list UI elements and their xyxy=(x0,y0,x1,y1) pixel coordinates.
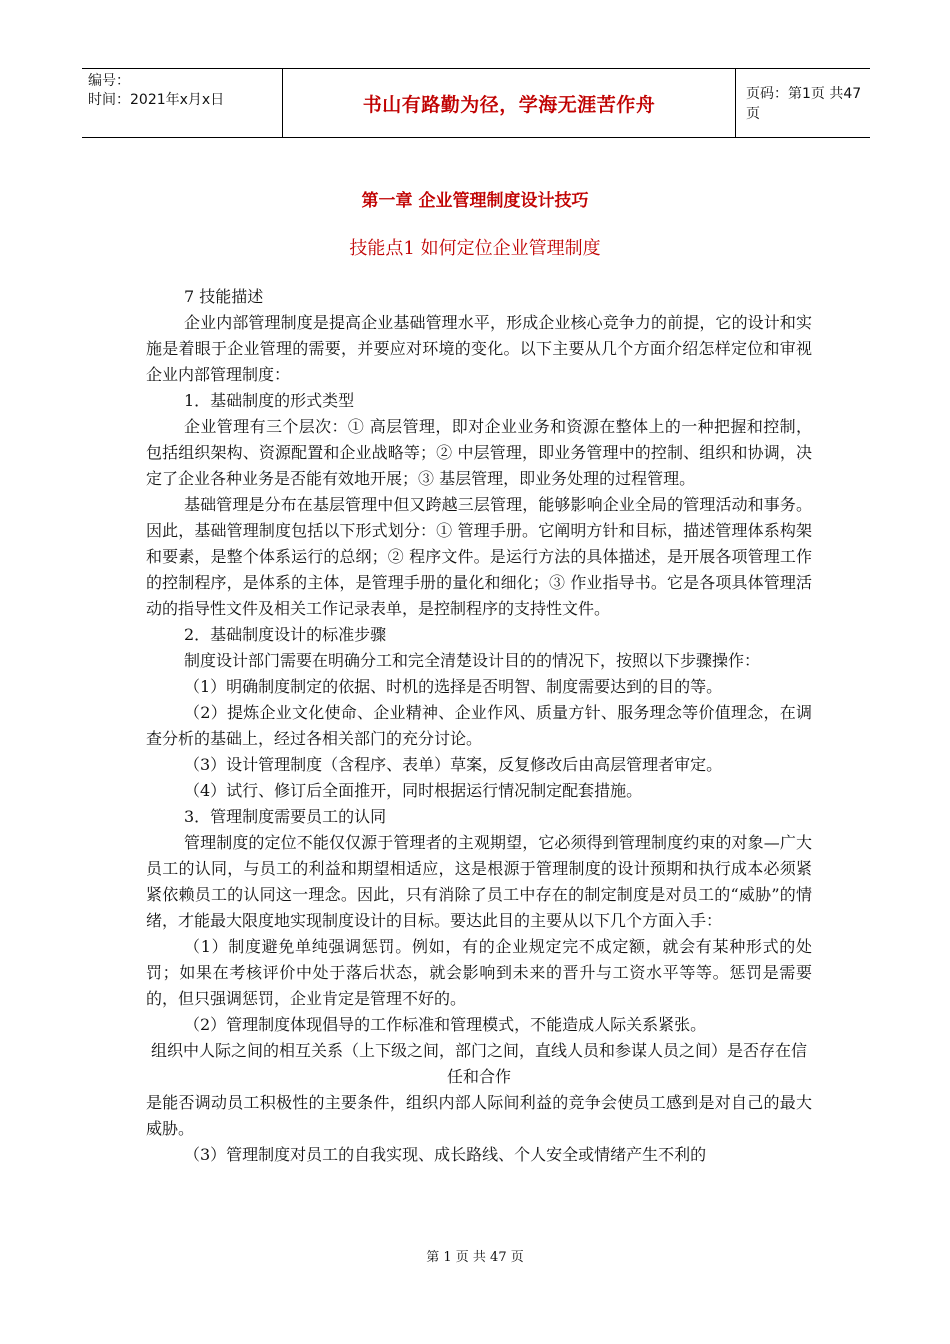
body-paragraph: （1）制度避免单纯强调惩罚。例如，有的企业规定完不成定额，就会有某种形式的处罚；如果在考核评价中处于落后状态，就会影响到未来的晋升与工资水平等等。惩罚是需要的，但只强调惩罚，企业肯定是管理不好的。 xyxy=(146,937,812,1008)
header-left-cell xyxy=(82,69,282,137)
body-paragraph: （4）试行、修订后全面推开，同时根据运行情况制定配套措施。 xyxy=(184,781,643,800)
body-paragraph: 组织中人际之间的相互关系（上下级之间，部门之间，直线人员和参谋人员之间）是否存在信任和合作 xyxy=(150,1041,807,1086)
header-motto-cell xyxy=(282,69,736,137)
body-paragraph: 3．管理制度需要员工的认同 xyxy=(184,807,387,826)
body-paragraph: 7 技能描述 xyxy=(184,287,264,306)
body-paragraph: 2．基础制度设计的标准步骤 xyxy=(184,625,387,644)
body-paragraph: （1）明确制度制定的依据、时机的选择是否明智、制度需要达到的目的等。 xyxy=(184,677,723,696)
body-paragraph: 1．基础制度的形式类型 xyxy=(184,391,355,410)
header-page-info: 页码：第1页 共47页 xyxy=(746,86,862,122)
document-time-label: 时间：2021年x月x日 xyxy=(88,92,225,108)
page-footer: 第 1 页 共 47 页 xyxy=(426,1250,524,1265)
body-paragraph: 制度设计部门需要在明确分工和完全清楚设计目的的情况下，按照以下步骤操作： xyxy=(184,651,761,670)
body-paragraph: （3）管理制度对员工的自我实现、成长路线、个人安全或情绪产生不利的 xyxy=(184,1145,707,1164)
header-table xyxy=(82,68,870,138)
section-title: 技能点1 如何定位企业管理制度 xyxy=(349,238,601,259)
body-paragraph: 管理制度的定位不能仅仅源于管理者的主观期望，它必须得到管理制度约束的对象—广大员工的认同，与员工的利益和期望相适应，这是根源于管理制度的设计预期和执行成本必须紧紧依赖员工的认同这一理念。因此，只有消除了员工中存在的制定制度是对员工的“威胁”的情绪，才能最大限度地实现制度设计的目标。要达此目的主要从以下几个方面入手： xyxy=(146,833,812,930)
body-paragraph: 企业内部管理制度是提高企业基础管理水平，形成企业核心竞争力的前提，它的设计和实施是着眼于企业管理的需要，并要应对环境的变化。以下主要从几个方面介绍怎样定位和审视企业内部管理制度： xyxy=(146,313,812,384)
body-paragraph: （3）设计管理制度（含程序、表单）草案，反复修改后由高层管理者审定。 xyxy=(184,755,723,774)
header-page-cell xyxy=(736,69,870,137)
body-paragraph: 是能否调动员工积极性的主要条件，组织内部人际间利益的竞争会使员工感到是对自己的最大威胁。 xyxy=(146,1093,812,1138)
body-paragraph: 企业管理有三个层次：① 高层管理，即对企业业务和资源在整体上的一种把握和控制，包括组织架构、资源配置和企业战略等；② 中层管理，即业务管理中的控制、组织和协调，决定了企业各种业务是否能有效地开展；③ 基层管理，即业务处理的过程管理。 xyxy=(146,417,812,488)
body-paragraph: （2）管理制度体现倡导的工作标准和管理模式，不能造成人际关系紧张。 xyxy=(184,1015,707,1034)
document-body xyxy=(146,284,812,1168)
chapter-title: 第一章 企业管理制度设计技巧 xyxy=(361,191,589,211)
body-paragraph: （2）提炼企业文化使命、企业精神、企业作风、质量方针、服务理念等价值理念，在调查分析的基础上，经过各相关部门的充分讨论。 xyxy=(146,703,812,748)
header-motto: 书山有路勤为径，学海无涯苦作舟 xyxy=(362,93,656,116)
body-paragraph: 基础管理是分布在基层管理中但又跨越三层管理，能够影响企业全局的管理活动和事务。因此，基础管理制度包括以下形式划分：① 管理手册。它阐明方针和目标，描述管理体系构架和要素，是整个体系运行的总纲；② 程序文件。是运行方法的具体描述，是开展各项管理工作的控制程序，是体系的主体，是管理手册的量化和细化；③ 作业指导书。它是各项具体管理活动的指导性文件及相关工作记录表单，是控制程序的支持性文件。 xyxy=(146,495,812,618)
document-number-label: 编号： xyxy=(88,73,130,89)
